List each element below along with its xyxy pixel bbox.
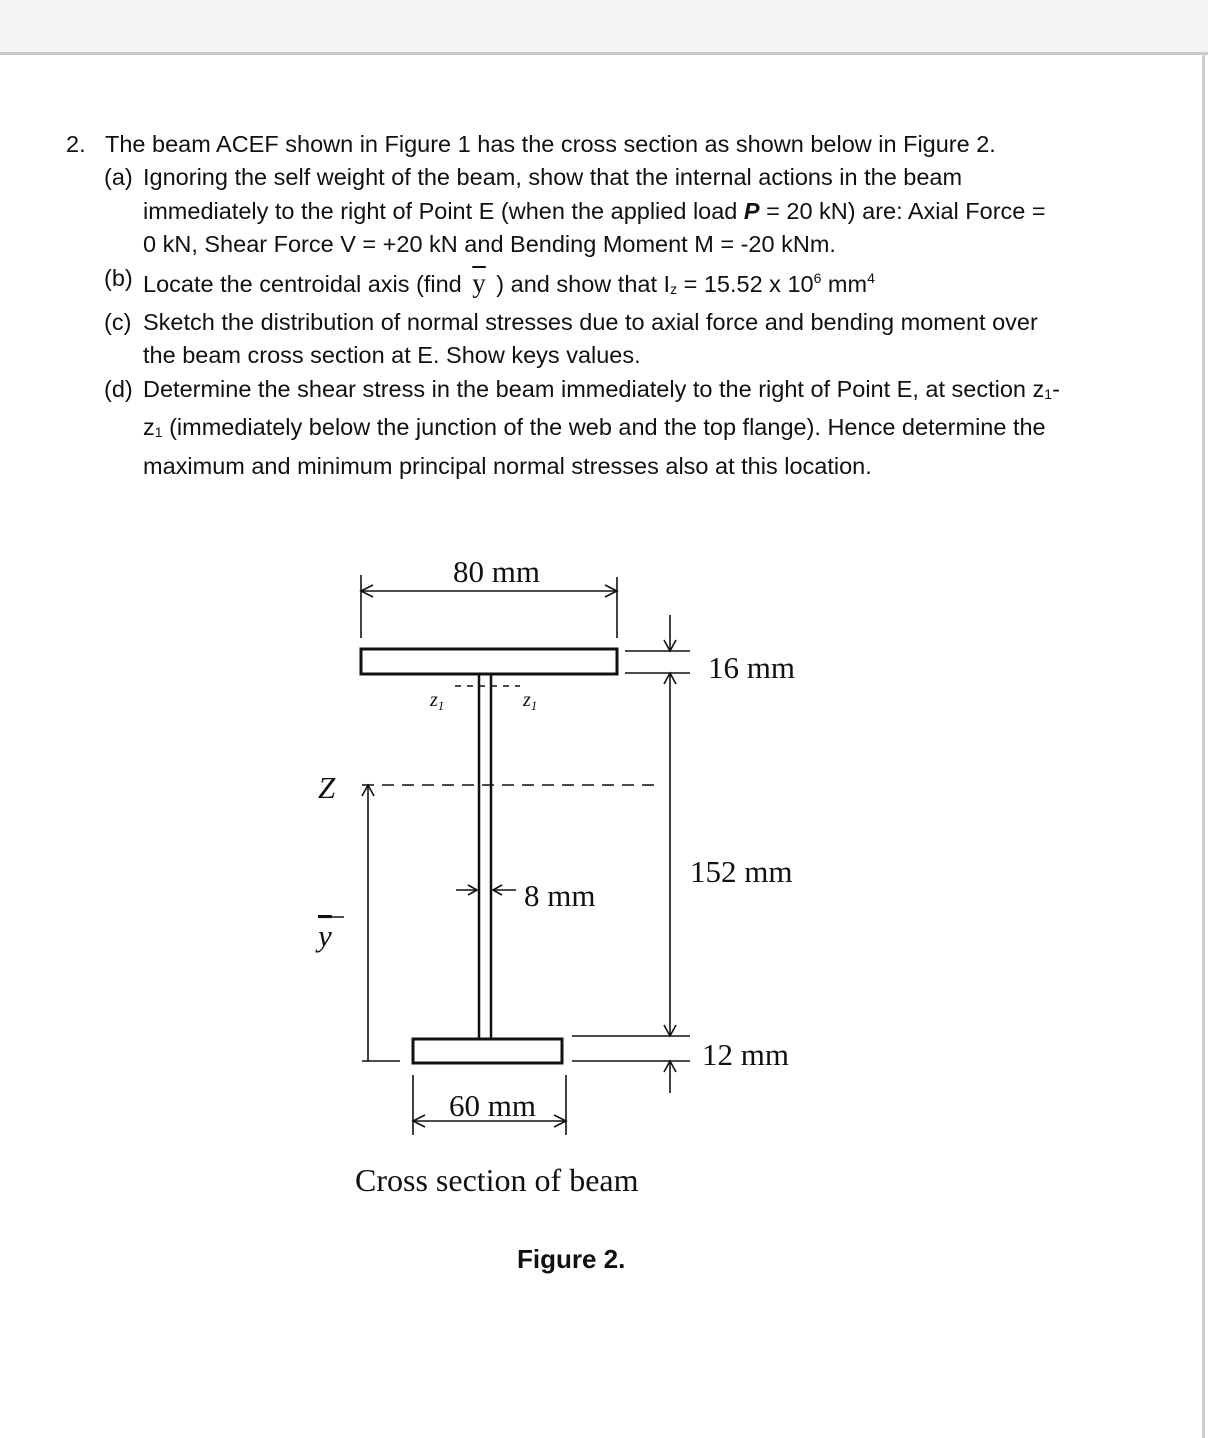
- part-b-unit: mm: [821, 270, 868, 297]
- question-lead-text: The beam ACEF shown in Figure 1 has the cross section as shown below in Figure 2.: [105, 131, 996, 157]
- part-a-line3: 0 kN, Shear Force V = +20 kN and Bending Moment M = -20 kNm.: [143, 231, 836, 258]
- part-a-line1: Ignoring the self weight of the beam, show that the internal actions in the beam: [143, 164, 963, 191]
- question-number: 2.: [66, 131, 86, 157]
- iz-subscript: z: [670, 280, 678, 297]
- label-axis-z: Z: [318, 770, 336, 805]
- part-d-line2-sub: 1: [154, 424, 163, 441]
- part-a-line2-pre: immediately to the right of Point E (when the applied load: [143, 197, 744, 224]
- part-d-line2-post: (immediately below the junction of the web and the top flange). Hence determine the: [162, 414, 1046, 441]
- part-d-line1-pre: Determine the shear stress in the beam immediately to the right of Point E, at section z: [143, 375, 1045, 402]
- part-d-label: (d): [104, 375, 133, 402]
- bottom-flange: [413, 1039, 562, 1063]
- part-d-line3: maximum and minimum principal normal stresses also at this location.: [143, 452, 872, 479]
- z1-left-sub: 1: [437, 698, 445, 713]
- figure-title: Cross section of beam: [355, 1162, 639, 1198]
- ybar-symbol: $\overline{y}$: [472, 267, 486, 298]
- figure-caption: Figure 2.: [517, 1244, 626, 1274]
- part-b-mid: ) and show that I: [489, 270, 671, 297]
- part-b-post: = 15.52 x 10: [677, 270, 814, 297]
- z1-right-letter: z: [523, 689, 531, 711]
- part-c-line2: the beam cross section at E. Show keys values.: [143, 342, 641, 369]
- unit-exponent: 4: [867, 269, 875, 286]
- label-top-thickness: 16 mm: [708, 650, 795, 685]
- label-z1-left: [429, 689, 444, 713]
- label-top-width: 80 mm: [453, 554, 540, 589]
- label-web-thickness: 8 mm: [524, 878, 596, 913]
- part-a-label: (a): [104, 164, 133, 191]
- part-a-line2-post: = 20 kN) are: Axial Force =: [759, 197, 1046, 224]
- part-c-line1: Sketch the distribution of normal stresses due to axial force and bending moment over: [143, 309, 1038, 336]
- z1-left-letter: z: [430, 689, 438, 711]
- power-exponent: 6: [813, 269, 822, 286]
- z1-right-sub: 1: [530, 698, 538, 713]
- label-ybar: y: [318, 918, 332, 953]
- part-d-line1-sub: 1: [1044, 385, 1053, 402]
- top-flange: [361, 649, 617, 674]
- part-b-pre: Locate the centroidal axis (find: [143, 270, 469, 297]
- part-c-label: (c): [104, 309, 132, 336]
- label-web-height: 152 mm: [690, 854, 793, 889]
- part-d-line2-pre: z: [143, 414, 155, 441]
- load-symbol: P: [743, 197, 760, 224]
- part-b-label: (b): [104, 264, 133, 291]
- label-z1-right: [522, 689, 537, 713]
- label-bottom-thickness: 12 mm: [702, 1037, 789, 1072]
- label-bottom-width: 60 mm: [449, 1088, 536, 1123]
- part-d-line1-post: -: [1052, 375, 1060, 402]
